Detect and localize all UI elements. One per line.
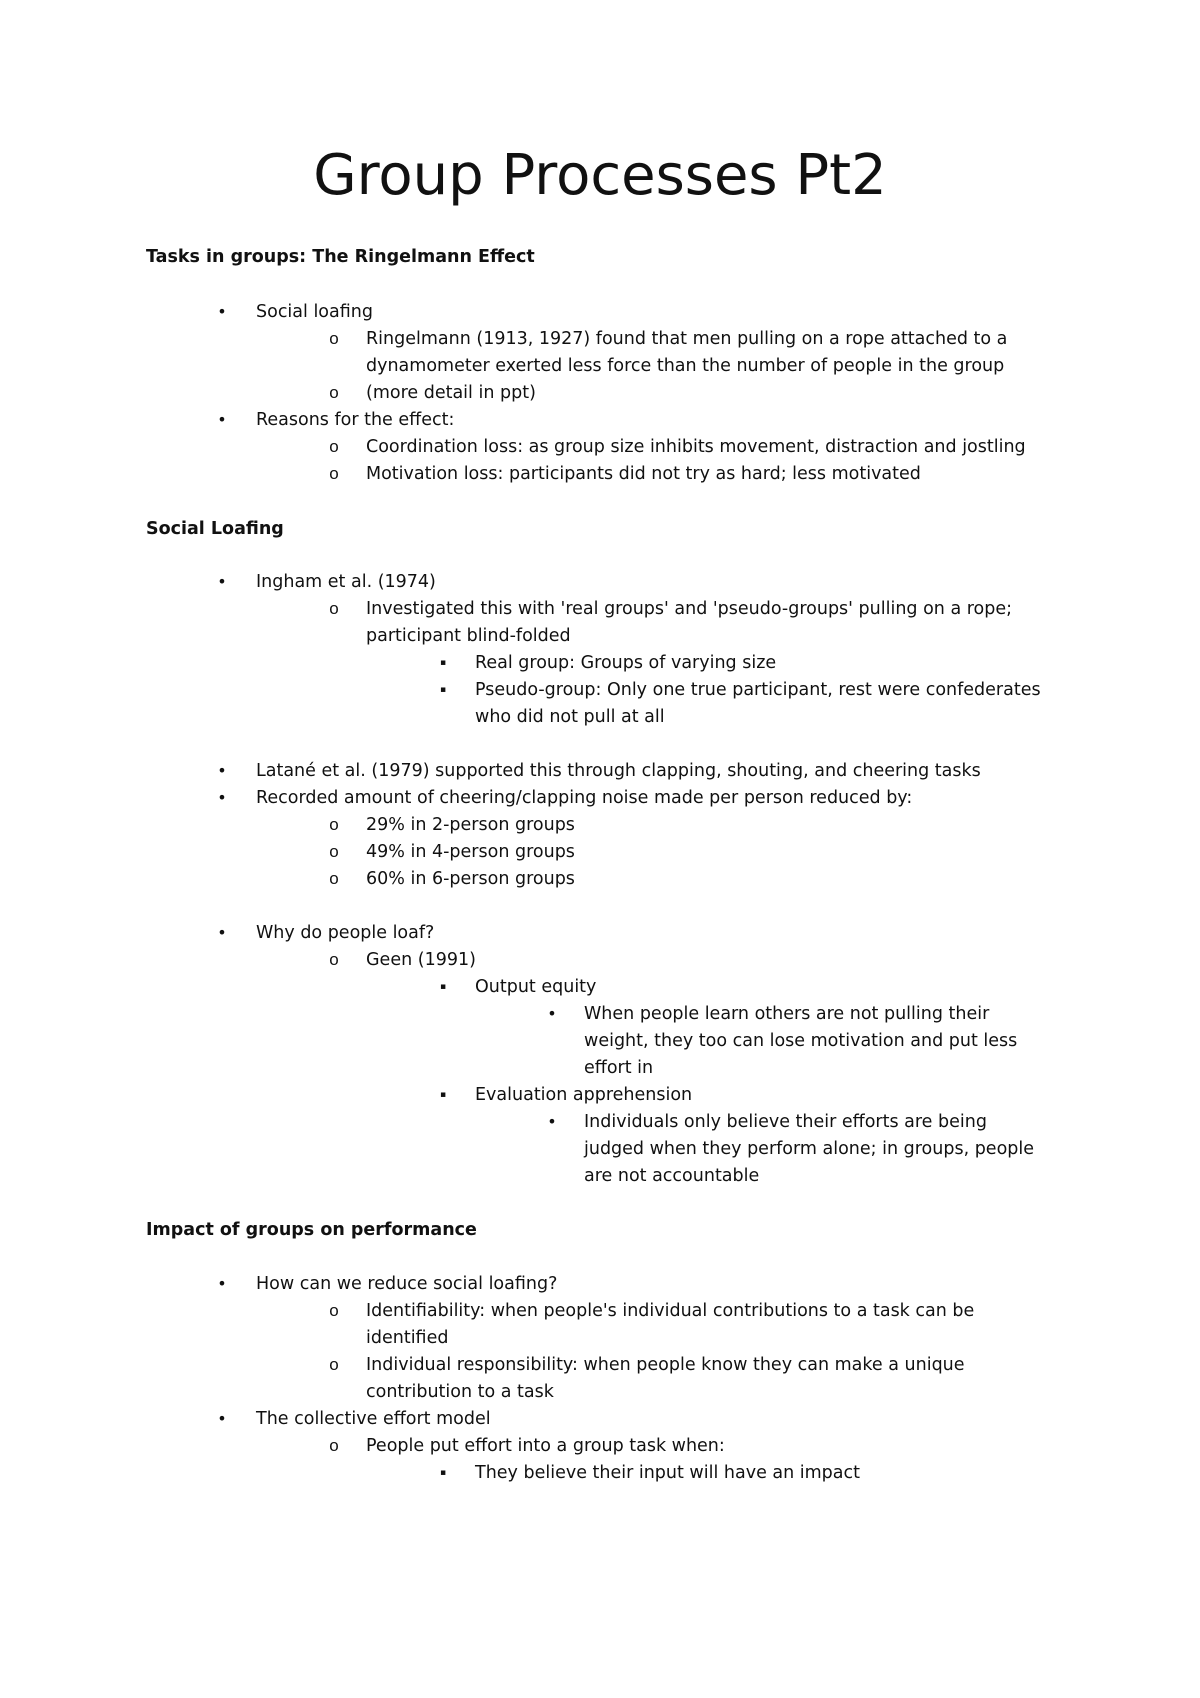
circle-bullet-icon: o: [329, 815, 339, 834]
list-item-text: dynamometer exerted less force than the number of people in the group: [366, 356, 1005, 376]
bullet-icon: •: [217, 572, 227, 591]
list-item-text: Why do people loaf?: [256, 923, 435, 943]
page-title: Group Processes Pt2: [313, 143, 887, 208]
bullet-icon: •: [217, 761, 227, 780]
circle-bullet-icon: o: [329, 1436, 339, 1455]
circle-bullet-icon: o: [329, 329, 339, 348]
list-item-text: Reasons for the effect:: [256, 410, 455, 430]
list-item-text: 29% in 2-person groups: [366, 815, 575, 835]
list-item-text: identified: [366, 1328, 449, 1348]
list-item-text: Pseudo-group: Only one true participant, rest were confederates: [475, 680, 1041, 700]
circle-bullet-icon: o: [329, 1355, 339, 1374]
square-bullet-icon: ▪: [439, 685, 447, 695]
circle-bullet-icon: o: [329, 464, 339, 483]
square-bullet-icon: ▪: [439, 1090, 447, 1100]
list-item-text: Latané et al. (1979) supported this through clapping, shouting, and cheering tasks: [256, 761, 981, 781]
circle-bullet-icon: o: [329, 437, 339, 456]
bullet-icon: •: [217, 788, 227, 807]
list-item-text: effort in: [584, 1058, 654, 1078]
list-item-text: Coordination loss: as group size inhibits movement, distraction and jostling: [366, 437, 1026, 457]
list-item-text: Identifiability: when people's individual contributions to a task can be: [366, 1301, 975, 1321]
square-bullet-icon: ▪: [439, 982, 447, 992]
section-heading: Impact of groups on performance: [146, 1220, 477, 1240]
list-item-text: Geen (1991): [366, 950, 476, 970]
bullet-icon: •: [217, 923, 227, 942]
square-bullet-icon: ▪: [439, 1468, 447, 1478]
list-item-text: The collective effort model: [256, 1409, 491, 1429]
list-item-text: Investigated this with 'real groups' and 'pseudo-groups' pulling on a rope;: [366, 599, 1013, 619]
list-item-text: weight, they too can lose motivation and put less: [584, 1031, 1018, 1051]
list-item-text: judged when they perform alone; in groups, people: [584, 1139, 1035, 1159]
list-item-text: When people learn others are not pulling their: [584, 1004, 990, 1024]
square-bullet-icon: ▪: [439, 658, 447, 668]
circle-bullet-icon: o: [329, 1301, 339, 1320]
list-item-text: Ingham et al. (1974): [256, 572, 436, 592]
circle-bullet-icon: o: [329, 383, 339, 402]
section-heading: Tasks in groups: The Ringelmann Effect: [146, 247, 535, 267]
circle-bullet-icon: o: [329, 869, 339, 888]
list-item-text: Ringelmann (1913, 1927) found that men pulling on a rope attached to a: [366, 329, 1008, 349]
list-item-text: People put effort into a group task when:: [366, 1436, 725, 1456]
list-item-text: 49% in 4-person groups: [366, 842, 575, 862]
list-item-text: are not accountable: [584, 1166, 760, 1186]
list-item-text: who did not pull at all: [475, 707, 665, 727]
section-heading: Social Loafing: [146, 519, 284, 539]
bullet-icon: •: [547, 1112, 557, 1131]
list-item-text: contribution to a task: [366, 1382, 554, 1402]
circle-bullet-icon: o: [329, 950, 339, 969]
list-item-text: (more detail in ppt): [366, 383, 536, 403]
circle-bullet-icon: o: [329, 842, 339, 861]
list-item-text: How can we reduce social loafing?: [256, 1274, 558, 1294]
list-item-text: They believe their input will have an impact: [475, 1463, 860, 1483]
bullet-icon: •: [217, 1274, 227, 1293]
list-item-text: Evaluation apprehension: [475, 1085, 693, 1105]
list-item-text: Output equity: [475, 977, 597, 997]
list-item-text: 60% in 6-person groups: [366, 869, 575, 889]
circle-bullet-icon: o: [329, 599, 339, 618]
list-item-text: Recorded amount of cheering/clapping noise made per person reduced by:: [256, 788, 913, 808]
bullet-icon: •: [217, 410, 227, 429]
list-item-text: participant blind-folded: [366, 626, 571, 646]
list-item-text: Social loafing: [256, 302, 373, 322]
bullet-icon: •: [217, 1409, 227, 1428]
list-item-text: Real group: Groups of varying size: [475, 653, 777, 673]
bullet-icon: •: [547, 1004, 557, 1023]
list-item-text: Motivation loss: participants did not try as hard; less motivated: [366, 464, 921, 484]
list-item-text: Individuals only believe their efforts are being: [584, 1112, 987, 1132]
bullet-icon: •: [217, 302, 227, 321]
list-item-text: Individual responsibility: when people know they can make a unique: [366, 1355, 965, 1375]
